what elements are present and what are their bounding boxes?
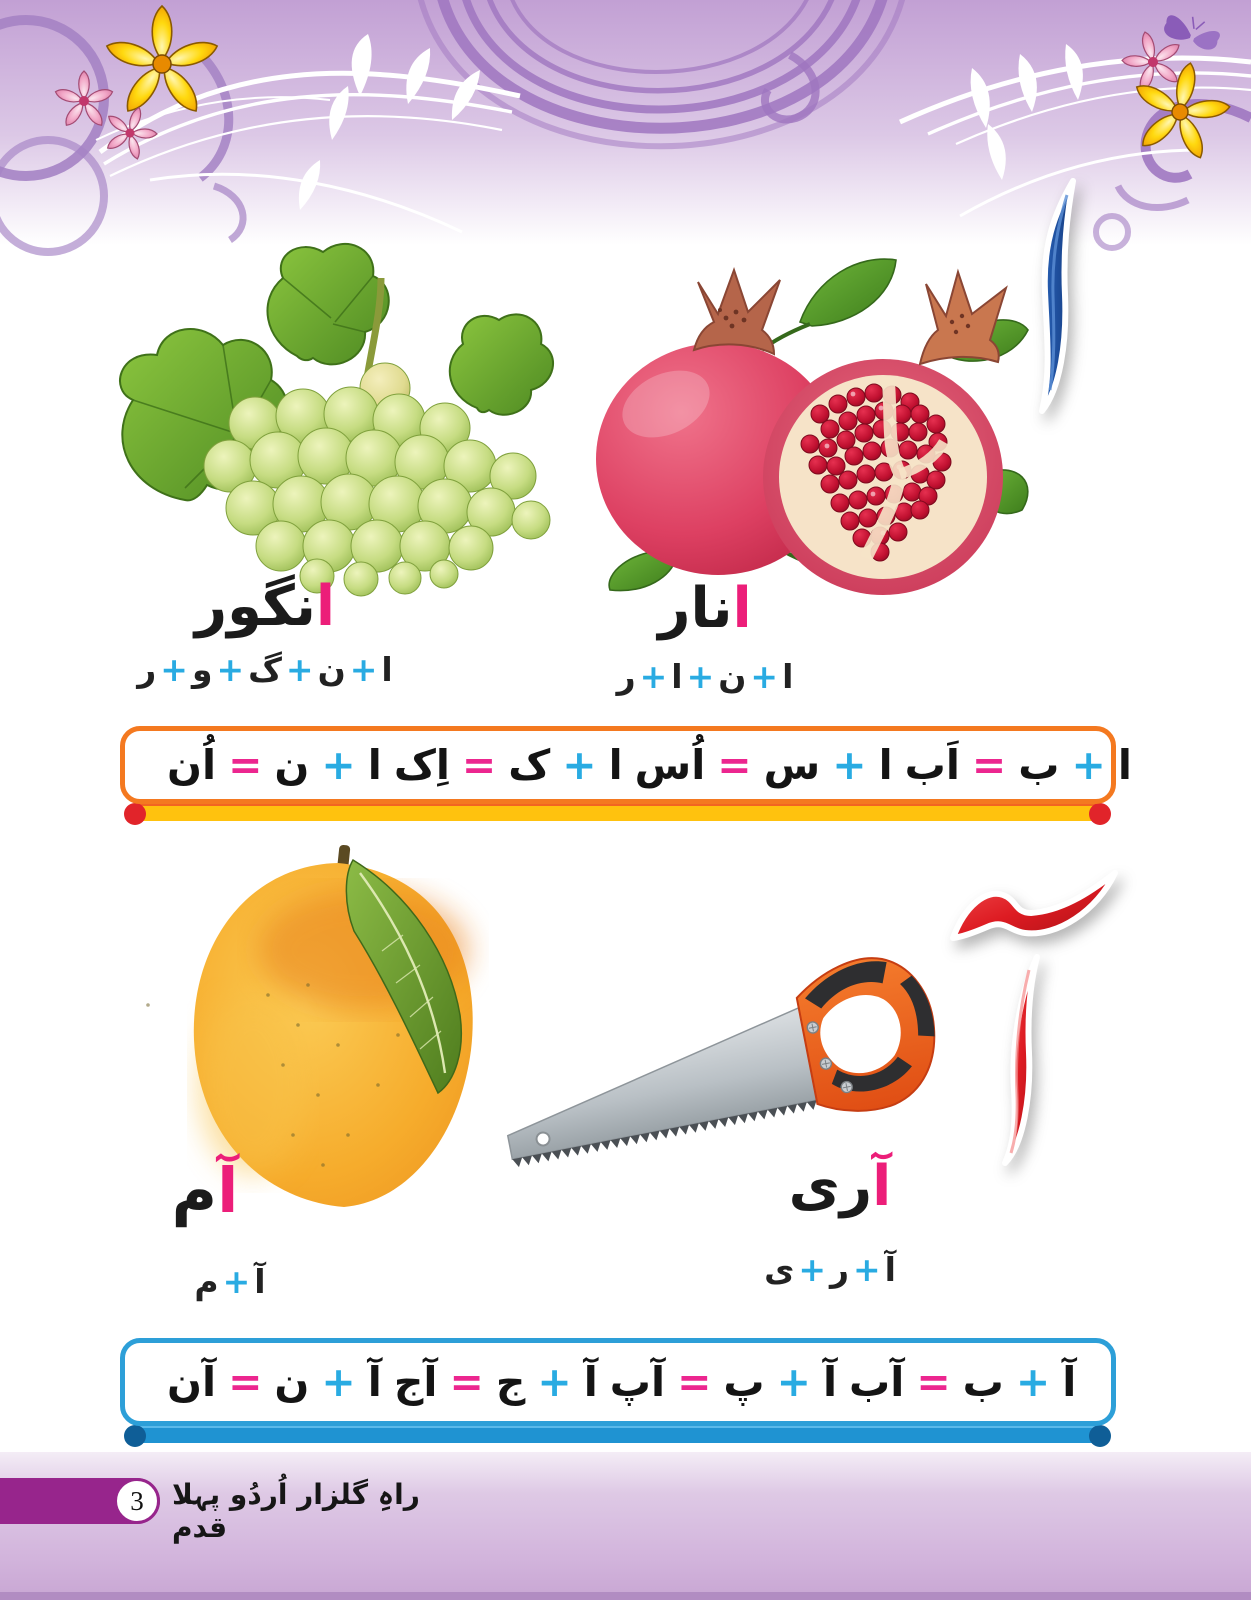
page-number: 3 (130, 1485, 144, 1516)
plus-sign: + (216, 650, 245, 689)
plus-sign: + (1071, 741, 1106, 789)
footer-bottom-line (0, 1592, 1251, 1600)
word-rest: نگور (194, 574, 316, 639)
plus-sign: + (798, 1250, 826, 1289)
equation: آ + ب = آب (849, 1358, 1077, 1406)
equation: آ + ج = آج (393, 1358, 598, 1406)
equals-sign: = (228, 741, 263, 789)
plus-sign: + (686, 657, 715, 696)
equation-result: آن (167, 1358, 217, 1406)
word-breakdown-mango: آ+م (194, 1262, 266, 1301)
equals-sign: = (717, 741, 752, 789)
grapes-image (85, 238, 575, 593)
equation: ا + س = اُس (634, 741, 893, 789)
plus-sign: + (639, 657, 668, 696)
equals-sign: = (916, 1358, 951, 1406)
equation: ا + ن = اُن (167, 741, 382, 789)
plus-sign: + (160, 650, 188, 689)
word-label-pomegranate (620, 576, 790, 641)
equation: آ + پ = آپ (609, 1358, 838, 1406)
equation-result: آب (849, 1358, 905, 1406)
word-label-mango (130, 1154, 280, 1227)
plus-sign: + (321, 741, 356, 789)
word-rest: م (171, 1154, 218, 1227)
word-breakdown-grapes: ا+ن+گ+و+ر (137, 650, 393, 689)
equation-result: آپ (609, 1358, 666, 1406)
equation: ا + ک = اِک (393, 741, 623, 789)
word-initial: ا (315, 574, 336, 639)
plus-sign: + (750, 657, 779, 696)
saw-image (480, 945, 950, 1180)
plus-sign: + (1015, 1358, 1051, 1406)
equation-result: اُن (167, 741, 217, 789)
plus-sign: + (349, 650, 378, 689)
word-initial: آ (217, 1154, 239, 1227)
alif-madda-combinations-box (120, 1338, 1116, 1426)
book-title: راہِ گلزار اُردُو پہلا قدم (172, 1478, 420, 1544)
plus-sign: + (321, 1358, 356, 1406)
word-label-grapes (160, 574, 370, 639)
equation-result: آج (393, 1358, 438, 1406)
equals-sign: = (677, 1358, 712, 1406)
equation: آ + ن = آن (167, 1358, 382, 1406)
equation-result: اَب (904, 741, 960, 789)
word-breakdown-pomegranate: ا+ن+ا+ر (616, 657, 794, 696)
word-initial: ا (732, 576, 752, 641)
plus-sign: + (285, 650, 314, 689)
plus-sign: + (562, 741, 597, 789)
equation-result: اُس (634, 741, 706, 789)
word-rest: ری (788, 1154, 873, 1219)
equation: ا + ب = اَب (904, 741, 1132, 789)
page-number-badge (114, 1478, 160, 1524)
plus-sign: + (832, 741, 867, 789)
plus-sign: + (852, 1250, 881, 1289)
pomegranate-image (548, 222, 1038, 597)
equals-sign: = (971, 741, 1007, 789)
equation-result: اِک (393, 741, 450, 789)
plus-sign: + (776, 1358, 811, 1406)
big-letter-alif-madda (925, 845, 1140, 1190)
equals-sign: = (449, 1358, 484, 1406)
alif-combinations-box (120, 726, 1132, 804)
plus-sign: + (537, 1358, 572, 1406)
equals-sign: = (461, 741, 497, 789)
equals-sign: = (228, 1358, 263, 1406)
plus-sign: + (222, 1262, 251, 1301)
word-label-saw (765, 1154, 915, 1219)
word-rest: نار (658, 576, 733, 641)
word-initial: آ (872, 1154, 892, 1219)
word-breakdown-saw: آ+ر+ی (764, 1250, 896, 1289)
